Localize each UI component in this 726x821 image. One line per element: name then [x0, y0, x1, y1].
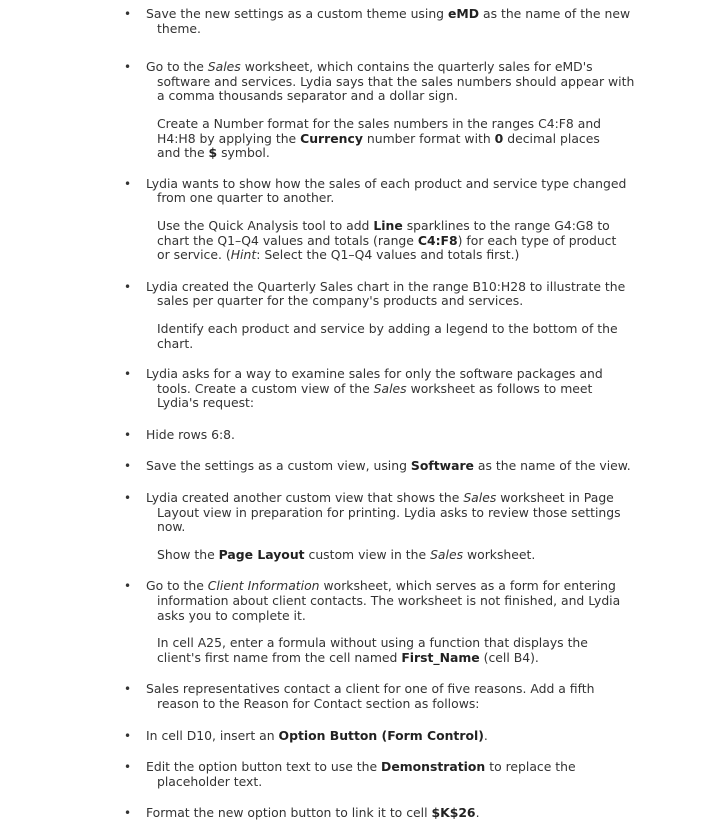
bullet-icon: •: [124, 176, 132, 191]
bold-term: Currency: [300, 130, 363, 146]
instruction-detail: Show the Page Layout custom view in the Sales worksheet.: [157, 546, 536, 562]
bullet-icon: •: [124, 728, 132, 743]
instruction-text: Edit the option button text to use the Demonstration to replace the placeholder text.: [146, 759, 576, 789]
bold-term: Option Button (Form Control): [278, 727, 484, 743]
instruction-detail: In cell A25, enter a formula without using a function that displays the client's first name from the cell named First_Name (cell B4).: [157, 635, 588, 665]
italic-term: Hint: [230, 247, 257, 263]
instruction-text: Format the new option button to link it to cell $K$26.: [146, 805, 480, 821]
instruction-text: Lydia asks for a way to examine sales for only the software packages and tools. Create a custom view of the Sales worksheet as follows to meet Lydia's request:: [146, 366, 603, 411]
list-item: [0, 579, 726, 665]
instruction-text: Go to the Client Information worksheet, which serves as a form for entering information about client contacts. The worksheet is not finished, and Lydia asks you to complete it.: [146, 578, 621, 623]
bold-term: First_Name: [401, 649, 480, 665]
italic-term: Sales: [207, 59, 241, 75]
bold-term: $: [208, 145, 218, 161]
bold-term: Line: [373, 217, 403, 233]
bullet-icon: •: [124, 279, 132, 294]
instruction-text: Lydia wants to show how the sales of each product and service type changed from one quarter to another.: [146, 175, 627, 206]
list-item: [0, 7, 726, 36]
list-item: [0, 428, 726, 443]
bullet-icon: •: [124, 427, 132, 442]
bullet-icon: •: [124, 7, 132, 21]
instruction-text: Go to the Sales worksheet, which contains the quarterly sales for eMD's software and services. Lydia says that the sales numbers should appear with a comma thousands separator and a dollar sign.: [146, 59, 635, 104]
bullet-icon: •: [124, 760, 132, 775]
instruction-detail: Identify each product and service by adding a legend to the bottom of the chart.: [157, 320, 618, 351]
italic-term: Sales: [373, 380, 407, 396]
bullet-icon: •: [124, 682, 132, 697]
list-item: [0, 367, 726, 411]
instruction-text: In cell D10, insert an Option Button (Form Control).: [146, 727, 488, 743]
list-item: [0, 729, 726, 744]
bold-term: $K$26: [431, 805, 476, 821]
list-item: [0, 177, 726, 263]
instruction-text: Hide rows 6:8.: [146, 426, 235, 442]
italic-term: Client Information: [207, 578, 320, 594]
bold-term: Software: [410, 458, 474, 474]
instruction-detail: Create a Number format for the sales numbers in the ranges C4:F8 and H4:H8 by applying the Currency number format with 0 decimal places and the $ symbol.: [157, 115, 602, 161]
bold-term: C4:F8: [417, 232, 458, 248]
instruction-text: Lydia created another custom view that shows the Sales worksheet in Page Layout view in preparation for printing. Lydia asks to review those settings now.: [146, 490, 621, 535]
bold-term: Page Layout: [218, 546, 305, 562]
task-list: [0, 7, 726, 821]
list-item: [0, 682, 726, 711]
list-item: [0, 280, 726, 351]
bullet-icon: •: [124, 367, 132, 382]
bold-term: Demonstration: [381, 759, 486, 775]
bullet-icon: •: [124, 579, 132, 594]
instruction-text: Save the settings as a custom view, using Software as the name of the view.: [146, 458, 631, 474]
bold-term: 0: [494, 130, 504, 146]
list-item: [0, 760, 726, 789]
italic-term: Sales: [430, 546, 464, 562]
bullet-icon: •: [124, 806, 132, 821]
instruction-text: Save the new settings as a custom theme using eMD as the name of the new theme.: [146, 6, 631, 36]
bullet-icon: •: [124, 459, 132, 474]
instruction-text: Lydia created the Quarterly Sales chart in the range B10:H28 to illustrate the sales per quarter for the company's products and services.: [146, 278, 626, 309]
instruction-detail: Use the Quick Analysis tool to add Line sparklines to the range G4:G8 to chart the Q1–Q4 values and totals (range C4:F8) for each type of product or service. (Hint: Select the Q1–Q4 values and totals first.): [157, 217, 617, 263]
italic-term: Sales: [463, 490, 497, 506]
bullet-icon: •: [124, 491, 132, 506]
list-item: [0, 60, 726, 161]
bullet-icon: •: [124, 60, 132, 75]
bold-term: eMD: [448, 6, 480, 21]
list-item: [0, 491, 726, 562]
list-item: [0, 459, 726, 474]
instruction-text: Sales representatives contact a client for one of five reasons. Add a fifth reason to the Reason for Contact section as follows:: [146, 681, 595, 711]
